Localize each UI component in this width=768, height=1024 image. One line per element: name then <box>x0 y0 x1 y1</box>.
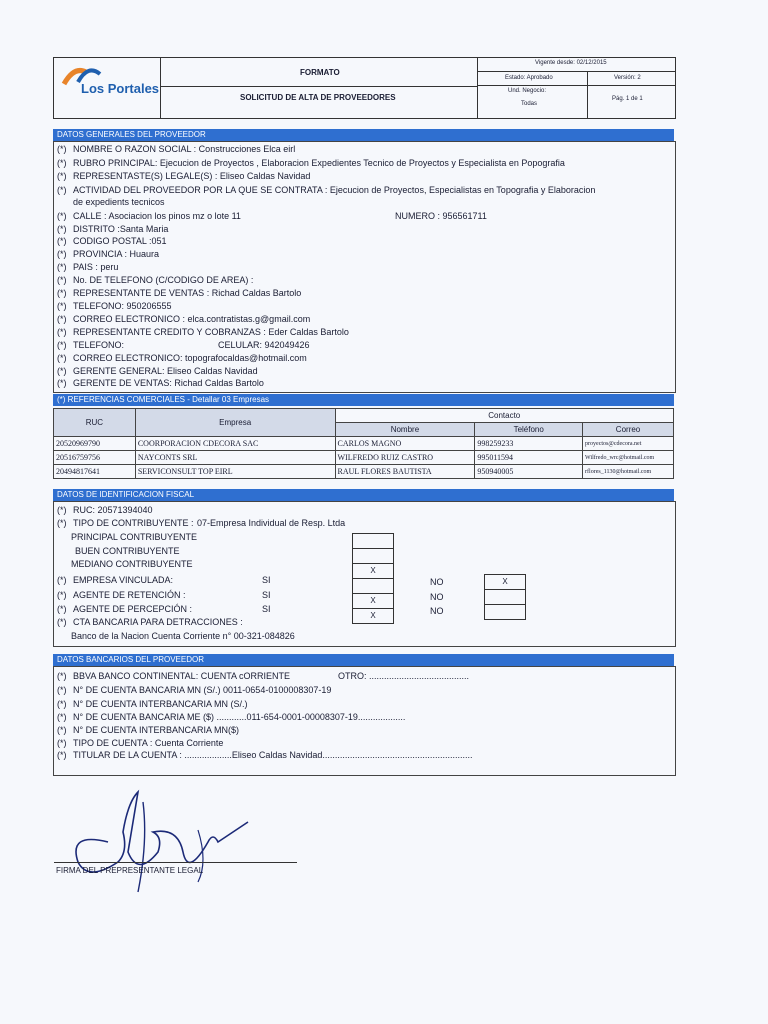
field-rep-ventas: (*) REPRESENTANTE DE VENTAS : Richad Caldas Bartolo <box>57 288 302 298</box>
label-si: SI <box>262 590 271 600</box>
section-fiscal: DATOS DE IDENTIFICACION FISCAL <box>53 489 674 501</box>
field-distrito: (*) DISTRITO :Santa Maria <box>57 224 169 234</box>
page-number: Pág. 1 de 1 <box>612 96 643 102</box>
checkbox-mediano[interactable]: X <box>352 563 394 579</box>
section-bancarios: DATOS BANCARIOS DEL PROVEEDOR <box>53 654 674 666</box>
field-bbva: (*) BBVA BANCO CONTINENTAL: CUENTA cORRIENTE <box>57 671 291 681</box>
checkbox-percepcion-no[interactable] <box>484 604 526 620</box>
field-provincia: (*) PROVINCIA : Huaura <box>57 249 160 259</box>
field-ruc: (*) RUC: 20571394040 <box>57 505 153 515</box>
field-actividad-cont: de expedients tecnicos <box>73 197 165 207</box>
field-codigo-postal: (*) CODIGO POSTAL :051 <box>57 236 167 246</box>
logo-text: Los Portales <box>81 81 160 96</box>
referencias-table <box>53 408 674 479</box>
field-calle: (*) CALLE : Asociacion los pinos mz o lote 11 <box>57 211 241 221</box>
field-actividad: (*) ACTIVIDAD DEL PROVEEDOR POR LA QUE SE CONTRATA : Ejecucion de Proyectos, Especialistas en Topografia y Elaboracion <box>57 185 596 195</box>
field-banco-nacion: Banco de la Nacion Cuenta Corriente n° 00-321-084826 <box>71 631 295 641</box>
field-representante-legal: (*) REPRESENTASTE(S) LEGALE(S) : Eliseo Caldas Navidad <box>57 171 311 181</box>
field-tipo-cuenta: (*) TIPO DE CUENTA : Cuenta Corriente <box>57 738 224 748</box>
col-correo: Correo <box>583 423 674 437</box>
field-titular: (*) TITULAR DE LA CUENTA : ...................Eliseo Caldas Navidad............................................................ <box>57 750 473 760</box>
col-empresa: Empresa <box>135 409 335 437</box>
signature-icon <box>48 782 268 902</box>
document-title: SOLICITUD DE ALTA DE PROVEEDORES <box>240 93 396 102</box>
checkbox-percepcion-si[interactable]: X <box>352 608 394 624</box>
section-datos-generales: DATOS GENERALES DEL PROVEEDOR <box>53 129 674 141</box>
und-negocio-value: Todas <box>521 101 538 107</box>
col-nombre: Nombre <box>335 423 475 437</box>
checkbox-retencion-si[interactable]: X <box>352 593 394 609</box>
label-no: NO <box>430 606 444 616</box>
col-contacto: Contacto <box>335 409 673 423</box>
col-ruc: RUC <box>54 409 136 437</box>
col-telefono: Teléfono <box>475 423 583 437</box>
field-retencion: (*) AGENTE DE RETENCIÓN : <box>57 590 186 600</box>
field-telefono-credito: (*) TELEFONO: <box>57 340 125 350</box>
signature-label: FIRMA DEL PREPRESENTANTE LEGAL <box>56 866 204 875</box>
label-no: NO <box>430 577 444 587</box>
field-gerente-general: (*) GERENTE GENERAL: Eliseo Caldas Navidad <box>57 366 258 376</box>
field-correo-ventas: (*) CORREO ELECTRONICO : elca.contratistas.g@gmail.com <box>57 314 311 324</box>
field-cta-mn: (*) N° DE CUENTA BANCARIA MN (S/.) 0011-0654-0100008307-19 <box>57 685 332 695</box>
field-gerente-ventas: (*) GERENTE DE VENTAS: Richad Caldas Bartolo <box>57 378 264 388</box>
field-otro: OTRO: ........................................ <box>338 671 470 681</box>
field-rubro: (*) RUBRO PRINCIPAL: Ejecucion de Proyectos , Elaboracion Expedientes Tecnico de Proyectos y Especialista en Popografia <box>57 158 565 168</box>
checkbox-principal[interactable] <box>352 533 394 549</box>
field-correo-credito: (*) CORREO ELECTRONICO: topografocaldas@hotmail.com <box>57 353 307 363</box>
section-referencias: (*) REFERENCIAS COMERCIALES - Detallar 03 Empresas <box>53 394 674 406</box>
vigente-desde: Vigente desde: 02/12/2015 <box>535 60 607 66</box>
table-row: 20520969790 COORPORACION CDECORA SAC CARLOS MAGNO 998259233 proyectos@cdecora.net <box>54 437 674 451</box>
und-negocio: Und. Negocio: <box>508 88 547 94</box>
field-cci-mn: (*) N° DE CUENTA INTERBANCARIA MN (S/.) <box>57 699 248 709</box>
field-percepcion: (*) AGENTE DE PERCEPCIÓN : <box>57 604 193 614</box>
option-mediano: MEDIANO CONTRIBUYENTE <box>71 559 193 569</box>
field-celular: CELULAR: 942049426 <box>218 340 310 350</box>
label-si: SI <box>262 604 271 614</box>
version: Versión: 2 <box>614 75 641 81</box>
field-rep-credito: (*) REPRESENTANTE CREDITO Y COBRANZAS : Eder Caldas Bartolo <box>57 327 349 337</box>
signature-line <box>54 862 297 863</box>
field-tipo-contribuyente-value: 07-Empresa Individual de Resp. Ltda <box>197 518 346 528</box>
estado: Estado: Aprobado <box>505 75 553 81</box>
format-label: FORMATO <box>300 68 340 77</box>
field-razon-social: (*) NOMBRE O RAZON SOCIAL : Construcciones Elca eirl <box>57 144 296 154</box>
field-tipo-contribuyente: (*) TIPO DE CONTRIBUYENTE : <box>57 518 194 528</box>
field-numero: NUMERO : 956561711 <box>395 211 487 221</box>
checkbox-buen[interactable] <box>352 548 394 564</box>
field-cta-me: (*) N° DE CUENTA BANCARIA ME ($) ............011-654-0001-00008307-19................... <box>57 712 406 722</box>
option-buen: BUEN CONTRIBUYENTE <box>75 546 180 556</box>
checkbox-retencion-no[interactable] <box>484 589 526 605</box>
field-cta-detracciones: (*) CTA BANCARIA PARA DETRACCIONES : <box>57 617 243 627</box>
label-si: SI <box>262 575 271 585</box>
field-telefono-ventas: (*) TELEFONO: 950206555 <box>57 301 172 311</box>
checkbox-vinculada-no[interactable]: X <box>484 574 526 590</box>
checkbox-vinculada-si[interactable] <box>352 578 394 594</box>
field-pais: (*) PAIS : peru <box>57 262 119 272</box>
option-principal: PRINCIPAL CONTRIBUYENTE <box>71 532 198 542</box>
label-no: NO <box>430 592 444 602</box>
field-telefono-area: (*) No. DE TELEFONO (C/CODIGO DE AREA) : <box>57 275 254 285</box>
field-vinculada: (*) EMPRESA VINCULADA: <box>57 575 174 585</box>
field-cci-me: (*) N° DE CUENTA INTERBANCARIA MN($) <box>57 725 239 735</box>
table-row: 20494817641 SERVICONSULT TOP EIRL RAUL FLORES BAUTISTA 950940005 rflores_1130@hotmail.com <box>54 465 674 479</box>
table-row: 20516759756 NAYCONTS SRL WILFREDO RUIZ CASTRO 995011594 Wilfredo_wrc@hotmail.com <box>54 451 674 465</box>
